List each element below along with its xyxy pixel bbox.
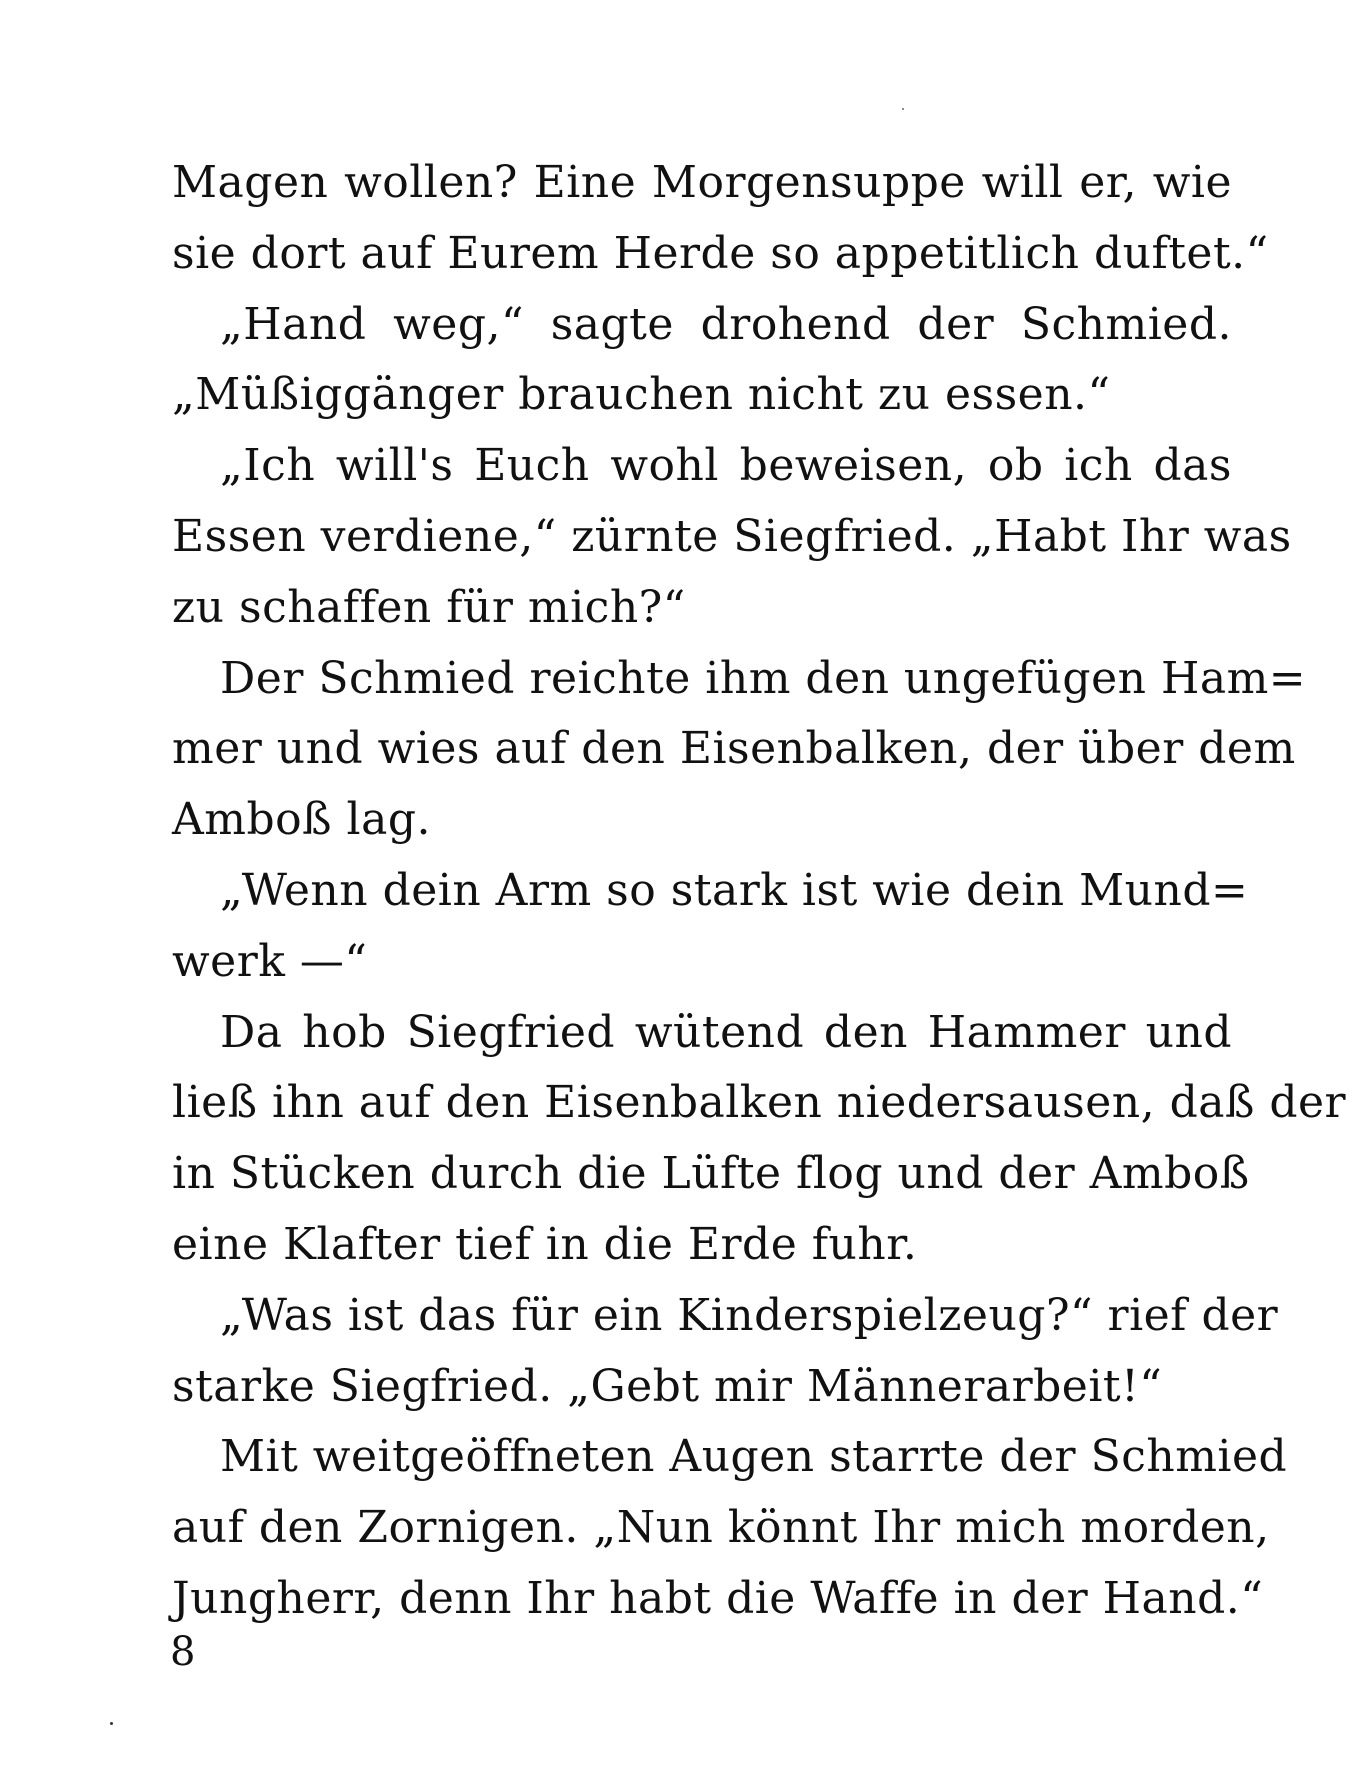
text-line: Jungherr, denn Ihr habt die Waffe in der Hand.“ (172, 1572, 1264, 1624)
text-line: Magen wollen? Eine Morgensuppe will er, wie (172, 157, 1232, 208)
text-line: starke Siegfried. „Gebt mir Männerarbeit!“ (172, 1360, 1163, 1412)
text-line: zu schaffen für mich?“ (172, 581, 686, 633)
text-line: Da hob Siegfried wütend den Hammer und (220, 1006, 1232, 1058)
text-line: „Was ist das für ein Kinderspielzeug?“ rief der (220, 1289, 1279, 1341)
text-line: ließ ihn auf den Eisenbalken niedersausen, daß der (172, 1077, 1347, 1129)
text-line: sie dort auf Eurem Herde so appetitlich duftet.“ (172, 227, 1269, 279)
text-line: „Hand weg,“ sagte drohend der Schmied. (220, 298, 1232, 350)
scan-speck (110, 1722, 113, 1725)
text-line: eine Klafter tief in die Erde fuhr. (172, 1218, 918, 1270)
text-line: Der Schmied reichte ihm den ungefügen Ham= (220, 652, 1307, 704)
text-line: „Ich will's Euch wohl beweisen, ob ich das (220, 440, 1232, 492)
text-line: Mit weitgeöffneten Augen starrte der Schmied (220, 1431, 1288, 1483)
text-line: mer und wies auf den Eisenbalken, der über dem (172, 723, 1296, 775)
body-text (172, 148, 1347, 1635)
scan-speck (902, 108, 904, 110)
text-line: „Müßiggänger brauchen nicht zu essen.“ (172, 369, 1111, 421)
text-line: Amboß lag. (172, 794, 431, 846)
text-line: Essen verdiene,“ zürnte Siegfried. „Habt Ihr was (172, 510, 1292, 562)
text-line: werk —“ (172, 935, 368, 987)
text-line: in Stücken durch die Lüfte flog und der Amboß (172, 1148, 1250, 1200)
text-line: „Wenn dein Arm so stark ist wie dein Mund= (220, 864, 1249, 916)
text-line: auf den Zornigen. „Nun könnt Ihr mich morden, (172, 1502, 1270, 1554)
page-number: 8 (170, 1629, 196, 1675)
